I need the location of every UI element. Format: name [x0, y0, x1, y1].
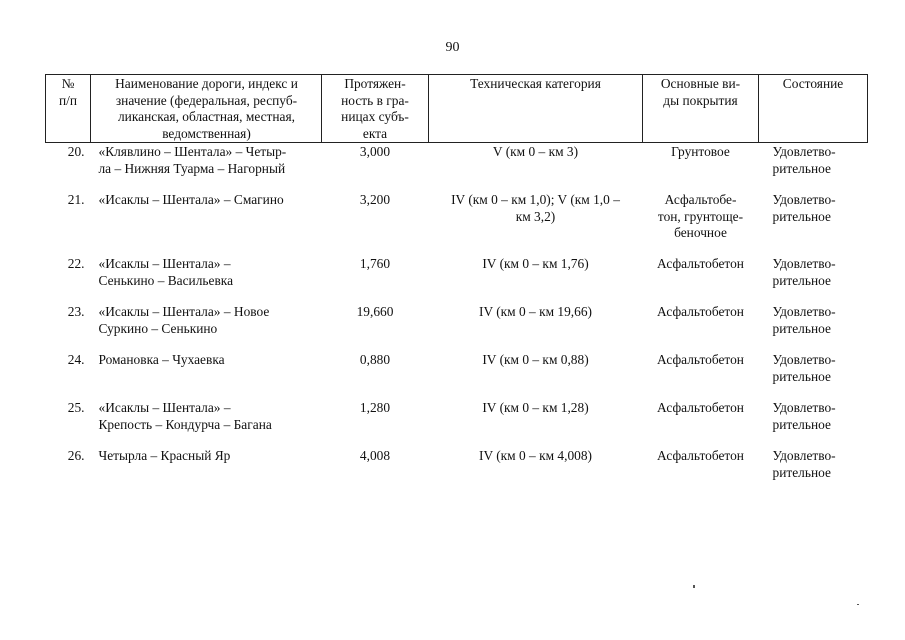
cell-line: ность в гра-	[341, 92, 409, 108]
table-row	[46, 192, 868, 256]
cell-line: Удовлетво-	[772, 304, 836, 319]
cell-line: Асфальтобетон	[657, 400, 744, 415]
road-surface	[643, 256, 759, 304]
road-surface	[643, 400, 759, 448]
cell-line: тон, грунтоще-	[657, 208, 744, 224]
cell-line: Удовлетво-	[772, 448, 836, 463]
cell-line: IV (км 0 – км 1,28)	[482, 400, 589, 415]
cell-line: Протяжен-	[344, 76, 406, 91]
cell-line: Сенькино – Васильевка	[98, 272, 234, 288]
row-number: 24.	[67, 352, 85, 367]
cell-line: Четырла – Красный Яр	[98, 448, 231, 463]
road-length: 3,000	[359, 144, 391, 159]
road-category	[429, 256, 643, 304]
cell-line: Грунтовое	[671, 144, 730, 159]
cell-line: екта	[362, 125, 388, 141]
road-name	[91, 448, 322, 496]
cell-line: рительное	[772, 320, 831, 336]
road-name	[91, 143, 322, 193]
table-header	[46, 75, 868, 143]
table-row	[46, 448, 868, 496]
cell-line: рительное	[772, 160, 831, 176]
road-name	[91, 304, 322, 352]
cell-line: IV (км 0 – км 19,66)	[478, 304, 593, 319]
road-name	[91, 192, 322, 256]
header-condition	[759, 75, 868, 143]
cell-line: IV (км 0 – км 1,0); V (км 1,0 –	[451, 192, 620, 207]
cell-line: Удовлетво-	[772, 144, 836, 159]
road-length: 19,660	[356, 304, 394, 319]
road-length: 0,880	[359, 352, 391, 367]
cell-line: Крепость – Кондурча – Багана	[98, 416, 272, 432]
cell-line: №	[61, 76, 75, 91]
table-row	[46, 352, 868, 400]
cell-line: Состояние	[782, 76, 844, 91]
cell-line: Асфальтобе-	[664, 192, 737, 207]
cell-line: IV (км 0 – км 1,76)	[482, 256, 589, 271]
cell-line: «Исаклы – Шентала» –	[98, 400, 231, 415]
cell-line: ликанская, областная, местная,	[117, 109, 296, 124]
cell-line: км 3,2)	[515, 208, 556, 224]
road-length: 1,280	[359, 400, 391, 415]
road-category	[429, 192, 643, 256]
road-condition	[759, 352, 868, 400]
cell-line: Романовка – Чухаевка	[98, 352, 225, 367]
cell-line: рительное	[772, 272, 831, 288]
road-length: 4,008	[359, 448, 391, 463]
road-surface	[643, 304, 759, 352]
roads-table	[45, 74, 868, 496]
road-condition	[759, 192, 868, 256]
header-road-name	[91, 75, 322, 143]
table-row	[46, 304, 868, 352]
cell-line: IV (км 0 – км 0,88)	[482, 352, 589, 367]
scan-speck	[857, 604, 859, 605]
cell-line: «Исаклы – Шентала» – Смагино	[98, 192, 284, 207]
table-row	[46, 143, 868, 193]
cell-line: рительное	[772, 208, 831, 224]
road-name	[91, 256, 322, 304]
road-surface	[643, 448, 759, 496]
cell-line: «Исаклы – Шентала» –	[98, 256, 231, 271]
row-number: 21.	[67, 192, 85, 207]
road-category	[429, 143, 643, 193]
row-number: 23.	[67, 304, 85, 319]
road-surface	[643, 143, 759, 193]
cell-line: рительное	[772, 416, 831, 432]
row-number: 26.	[67, 448, 85, 463]
road-length: 1,760	[359, 256, 391, 271]
cell-line: Асфальтобетон	[657, 352, 744, 367]
cell-line: рительное	[772, 368, 831, 384]
cell-line: Суркино – Сенькино	[98, 320, 218, 336]
row-number: 25.	[67, 400, 85, 415]
cell-line: Удовлетво-	[772, 256, 836, 271]
table-row	[46, 400, 868, 448]
table-row	[46, 256, 868, 304]
road-condition	[759, 256, 868, 304]
cell-line: Удовлетво-	[772, 192, 836, 207]
road-surface	[643, 192, 759, 256]
road-condition	[759, 400, 868, 448]
road-category	[429, 352, 643, 400]
cell-line: ведомственная)	[162, 125, 251, 141]
cell-line: п/п	[58, 92, 78, 108]
road-condition	[759, 304, 868, 352]
cell-line: Наименование дороги, индекс и	[115, 76, 298, 91]
road-name	[91, 352, 322, 400]
scan-speck	[693, 585, 695, 588]
page-number: 90	[445, 40, 460, 55]
header-surface	[643, 75, 759, 143]
cell-line: ла – Нижняя Туарма – Нагорный	[98, 160, 286, 176]
cell-line: значение (федеральная, респуб-	[115, 92, 298, 108]
header-category	[429, 75, 643, 143]
header-number	[46, 75, 91, 143]
cell-line: Асфальтобетон	[657, 304, 744, 319]
road-name	[91, 400, 322, 448]
cell-line: беночное	[674, 225, 727, 240]
row-number: 20.	[67, 144, 85, 159]
cell-line: Техническая категория	[470, 76, 601, 91]
cell-line: Основные ви-	[660, 76, 741, 91]
cell-line: «Клявлино – Шентала» – Четыр-	[98, 144, 287, 159]
cell-line: V (км 0 – км 3)	[492, 144, 579, 159]
road-surface	[643, 352, 759, 400]
cell-line: IV (км 0 – км 4,008)	[478, 448, 593, 463]
cell-line: ницах субъ-	[341, 109, 409, 124]
header-row	[46, 75, 868, 143]
cell-line: рительное	[772, 464, 831, 480]
table-body	[46, 143, 868, 497]
road-category	[429, 304, 643, 352]
road-condition	[759, 143, 868, 193]
road-length: 3,200	[359, 192, 391, 207]
road-category	[429, 400, 643, 448]
cell-line: Удовлетво-	[772, 352, 836, 367]
road-condition	[759, 448, 868, 496]
cell-line: Асфальтобетон	[657, 448, 744, 463]
cell-line: «Исаклы – Шентала» – Новое	[98, 304, 270, 319]
row-number: 22.	[67, 256, 85, 271]
header-length	[322, 75, 429, 143]
road-category	[429, 448, 643, 496]
cell-line: ды покрытия	[663, 92, 738, 108]
cell-line: Асфальтобетон	[657, 256, 744, 271]
cell-line: Удовлетво-	[772, 400, 836, 415]
